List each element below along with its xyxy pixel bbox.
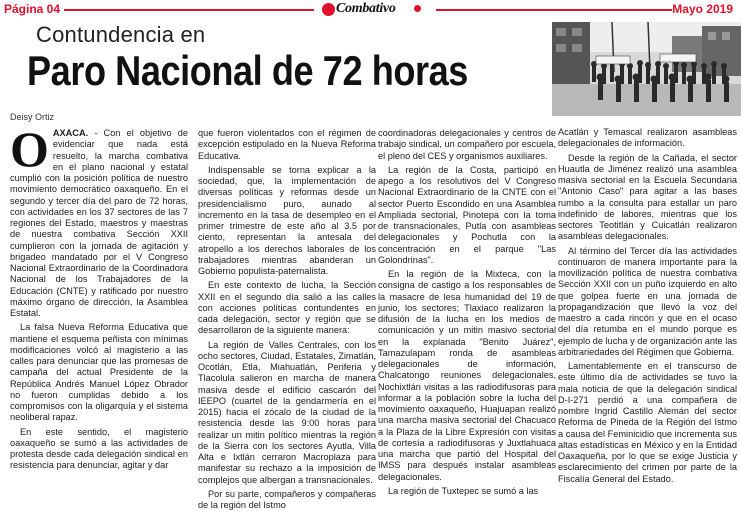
article-column-4	[558, 127, 737, 483]
paragraph: que fueron violentados con el régimen de excepción estipulado en la Nueva Reforma Educativa.	[198, 128, 376, 161]
paragraph-text: - Con el objetivo de evidenciar que nada está resuelto, la marcha combativa en el plano nacional y estatal cumplió con la posición política de nuestro movimiento democrático oaxaqueño. En el segundo y tercer día del paro de 72 horas, con actividades en los 37 sectores de las 7 regiones del Estado, maestros y maestras de nuestra combativa Sección XXII cumplieron con la jornada de agitación y brigadeo mandatado por el V Congreso Nacional Extraordinario de la Coordinadora Nacional de los Trabajadores de la Educación (CNTE) y ratificado por nuestro máximo órgano de dirección, la Asamblea Estatal.	[10, 128, 188, 318]
publication-name: Combativo	[336, 1, 396, 16]
logo-mark-icon	[322, 3, 335, 16]
paragraph: Por su parte, compañeros y compañeras de la región del Istmo	[198, 488, 376, 510]
article-kicker: Contundencia en	[36, 22, 206, 47]
issue-date: Mayo 2019	[672, 2, 733, 16]
article-headline: Paro Nacional de 72 horas	[27, 47, 468, 94]
paragraph: Desde la región de la Cañada, el sector Huautla de Jiménez realizó una asamblea masiva sectorial en la Escuela Secundaria "Antonio Caso" para agitar a las bases rumbo a la consulta para estallar un paro indefinido de labores, mientras que los sectores Teotitlán y Cuicatlán realizaron asambleas delegacionales.	[558, 152, 737, 242]
page-number: Página 04	[4, 2, 61, 16]
article-column-1	[10, 121, 188, 484]
drop-cap: O	[10, 121, 49, 177]
paragraph: coordinadoras delegacionales y centros de trabajo sindical, un compañero por escuela, el pleno del CES y organismos auxiliares.	[378, 128, 556, 161]
logo-dot-icon	[414, 5, 421, 12]
paragraph: En este contexto de lucha, la Sección XXII en el segundo día salió a las calles con acciones políticas contundentes en cada delegación, sector y región que se desarrollaron de la siguiente manera:	[198, 280, 376, 336]
paragraph: En la región de la Mixteca, con la consigna de castigo a los responsables de la masacre de lesa humanidad del 19 de junio, los sectores; Tlaxiaco realizaron la difusión de la lucha en los medios de comunicación y un mitin masivo sectorial en la explanada "Benito Juárez", Tamazulapam ronda de asambleas delegacionales de información, Chalcatongo reuniones delegacionales, Nochixtlán visitas a las radiodifusoras para informar a la población sobre la lucha del movimiento oaxaqueño, Huajuapan realizó una marcha masiva sectorial del Chacuaco a la Plaza de la Libre Expresión con visitas de cortesía a radiodifusoras y Juxtlahuaca una marcha que partió del Hospital del IMSS para después instalar asambleas delegacionales.	[378, 269, 556, 482]
article-photo	[552, 22, 741, 116]
paragraph: Lamentablemente en el transcurso de este último día de actividades se tuvo la mala noticia de que la delegación sindical D-I-271 perdió a una compañera de nombre Ingrid Castillo Alemán del sector Reforma de Pineda de la Región del Istmo a causa del Feminicidio que incrementa sus altas estadísticas en México y en la Entidad Oaxaqueña, por lo que se exige Justicia y esclarecimiento del crimen por parte de la Fiscalía General del Estado.	[558, 361, 737, 484]
header-rule-left	[64, 9, 314, 11]
march-photo-illustration	[552, 22, 741, 116]
dateline-city: AXACA.	[52, 128, 89, 138]
paragraph: En este sentido, el magisterio oaxaqueño se sumó a las actividades de protesta desde cada delegación sindical en resistencia para denunciar, agitar y dar	[10, 426, 188, 471]
header-rule-right	[436, 9, 672, 11]
article-byline: Deisy Ortiz	[10, 112, 55, 122]
publication-logo	[320, 1, 430, 19]
article-column-3	[378, 128, 556, 496]
page-header	[0, 0, 741, 20]
paragraph: Al término del Tercer día las actividades continuaron de manera importante para la movilización política de nuestra combativa Sección XXII con un puño izquierdo en alto que golpea fuerte en una jornada de propagandización que llevó la voz del maestro a cada rincón y que en el ocaso del día retumba en el mundo porque es ejemplo de lucha y de organización ante las arbitrariedades del Régimen que Gobierna.	[558, 245, 737, 357]
paragraph: La región de Tuxtepec se sumó a las	[388, 485, 539, 496]
paragraph: Indispensable se torna explicar a la sociedad, que, la implementación de diversas políticas y reformas desde un presidencialismo puro, aunado al incremento en la tasa de desempleo en el primer trimestre de este año al 3.5 por ciento, representan la antesala del atropello a los derechos laborales de los trabajadores mientras abanderan un Gobierno populista-paternalista.	[198, 164, 376, 276]
paragraph: La región de la Costa, participó en apego a los resolutivos del V Congreso Nacional Extraordinario de la CNTE con el sector Puerto Escondido en una Asamblea Ampliada sectorial, Pinotepa con la toma de transnacionales, Putla con asambleas delegacionales y Pochutla con la concentración en el parque "Las Golondrinas".	[378, 164, 556, 265]
paragraph: La región de Valles Centrales, con los ocho sectores, Ciudad, Estatales, Zimatlán, Ocotlán, Etla, Miahuatlán, Periferia y Tlacolula salieron en marcha de manera masiva desde el edificio cascarón del IEEPO (cuartel de la gendarmería en el 2015) hacia el zócalo de la ciudad de la resistencia desde las 9:00 horas para realizar un mitin político mientras la región de la Sierra con los sectores Ayutla, Villa Alta e Ixtlán cerraron Macroplaza para manifestar su rechazo a la imposición de complejos que albergan a transnacionales.	[198, 339, 376, 485]
paragraph: La falsa Nueva Reforma Educativa que mantiene el esquema peñista con mínimas modificaciones volcó al magisterio a las calles para denunciar que las promesas de campaña del actual Presidente de la República Andrés Manuel López Obrador no fueron cumplidas debido a los compromisos con la oligarquía y el sistema neoliberal rapaz.	[10, 322, 188, 423]
paragraph: Acatlán y Temascal realizaron asambleas delegacionales de información.	[558, 127, 737, 149]
article-column-2	[198, 128, 376, 510]
paragraph	[10, 121, 188, 319]
